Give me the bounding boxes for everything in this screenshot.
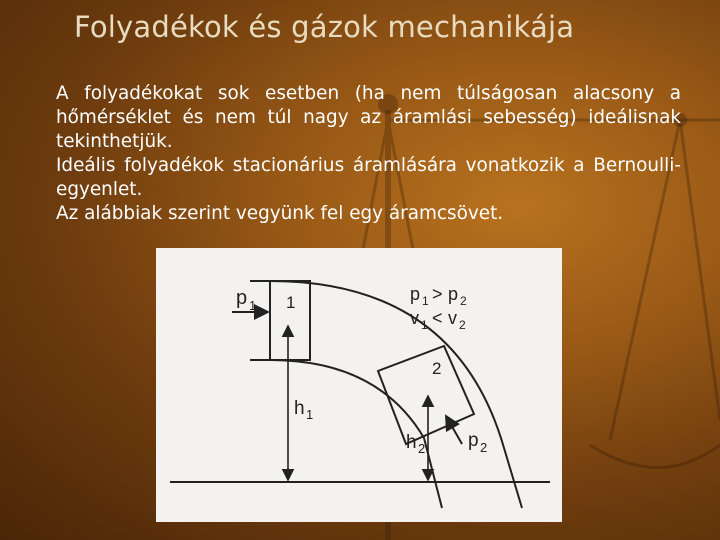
section-2-label: 2: [432, 359, 442, 378]
svg-text:<: <: [432, 308, 443, 328]
svg-text:1: 1: [306, 407, 314, 422]
slide-body: [56, 82, 681, 226]
svg-text:v: v: [448, 308, 457, 328]
velocity-relation: [410, 308, 466, 332]
flow-tube-diagram: [156, 248, 562, 522]
svg-text:p: p: [236, 287, 248, 309]
section-2-box: [378, 346, 474, 444]
svg-text:h: h: [406, 432, 417, 453]
tube-outer-wall: [270, 281, 522, 508]
h1-label: [294, 398, 313, 422]
paragraph-ideal-fluids: A folyadékokat sok esetben (ha nem túlságosan alacsony a hőmérséklet és nem túl nagy az áramlási sebesség) ideálisnak tekinthetjük.: [56, 83, 681, 152]
paragraph-bernoulli: Ideális folyadékok stacionárius áramlására vonatkozik a Bernoulli-egyenlet.: [56, 155, 681, 200]
svg-text:p: p: [410, 284, 421, 304]
svg-text:2: 2: [418, 441, 426, 456]
svg-text:v: v: [410, 308, 419, 328]
svg-text:2: 2: [459, 318, 466, 332]
svg-text:>: >: [432, 284, 443, 304]
p1-label: [236, 287, 256, 313]
flow-tube-figure: [156, 248, 562, 522]
section-1-label: 1: [286, 293, 296, 312]
svg-text:1: 1: [421, 318, 428, 332]
slide-title: Folyadékok és gázok mechanikája: [74, 10, 575, 44]
svg-text:1: 1: [249, 298, 257, 313]
svg-text:1: 1: [422, 294, 429, 308]
pressure-relation: [410, 284, 467, 308]
svg-text:p: p: [468, 430, 479, 451]
svg-text:2: 2: [460, 294, 467, 308]
svg-text:p: p: [448, 284, 459, 304]
svg-text:h: h: [294, 398, 305, 419]
paragraph-flow-tube: Az alábbiak szerint vegyünk fel egy áramcsövet.: [56, 203, 504, 224]
svg-text:2: 2: [480, 440, 488, 455]
p2-label: [468, 430, 487, 455]
